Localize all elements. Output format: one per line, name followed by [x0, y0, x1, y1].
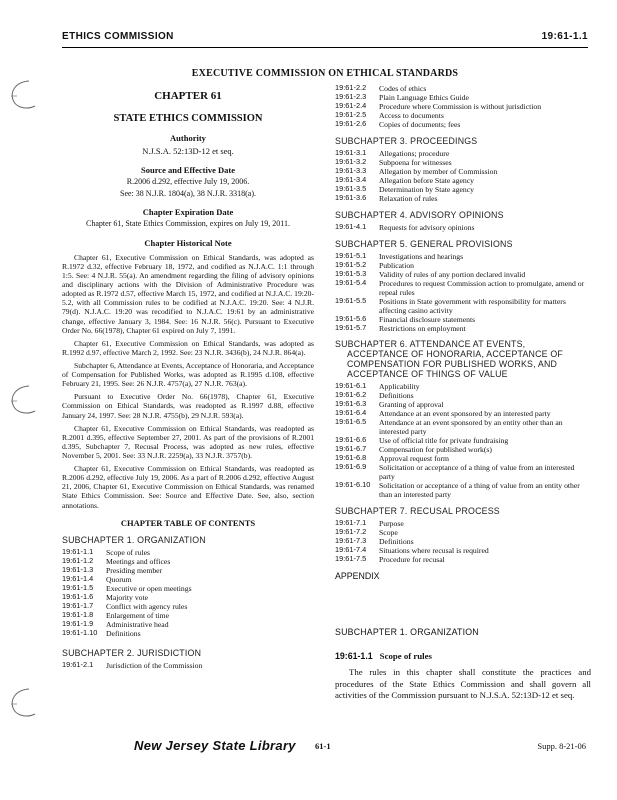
toc-row	[335, 528, 591, 537]
toc-num: 19:61-7.1	[335, 518, 367, 528]
toc-title: Definitions	[379, 537, 414, 547]
toc-num: 19:61-2.5	[335, 110, 367, 119]
toc-title: Validity of rules of any portion declared invalid	[379, 270, 526, 279]
toc-title: Allegation before State agency	[379, 176, 474, 185]
punch-hole-icon	[7, 78, 41, 112]
subchapter-6-title-line: ACCEPTANCE OF HONORARIA, ACCEPTANCE OF	[347, 349, 563, 360]
toc-title: Jurisdiction of the Commission	[106, 660, 203, 670]
rule-title: Scope of rules	[379, 651, 432, 662]
toc-title: Majority vote	[106, 592, 149, 602]
toc-num: 19:61-6.9	[335, 462, 367, 472]
toc-num: 19:61-1.9	[62, 618, 94, 628]
toc-title: Investigations and hearings	[379, 252, 464, 261]
toc-num: 19:61-3.5	[335, 184, 367, 193]
toc-title: Definitions	[379, 391, 414, 401]
toc-row	[335, 167, 591, 176]
toc-row	[335, 555, 591, 564]
punch-hole-icon	[7, 686, 41, 720]
toc-row	[335, 391, 591, 400]
rule-text: The rules in this chapter shall constitute the practices and procedures of the State Ethics Commission and shall govern all activities of the Commission pursuant to N.J.S.A. 52:13D-12 et seq.	[335, 667, 591, 700]
toc-num: 19:61-5.4	[335, 278, 367, 287]
toc-title: Attendance at an event sponsored by an entity other than an interested party	[379, 418, 563, 437]
authority-text: N.J.S.A. 52:13D-12 et seq.	[142, 146, 234, 156]
toc-title: Conflict with agency rules	[106, 601, 188, 611]
toc-title: Codes of ethics	[379, 84, 427, 93]
history-paragraph: Chapter 61, Executive Commission on Ethical Standards, was adopted as R.1972 d.32, effective February 18, 1972, and codified as N.J.A.C. 1:1 through 1:5. See: 4 N.J.R. 55(a). An amendment regarding the filing of advisory opinions and disciplinary actions with the Division of Administrative Procedure was adopted as R.1972 d.57, effective March 15, 1972, and codified at N.J.A.C. 19:20-5.2, with all Commission rules to be codified at N.J.A.C. 19:20. See: 4 N.J.R. 79(d). N.J.A.C. 19:20 was recodified to N.J.A.C. 19:61 by an administrative change, effective January 3, 1984. See: 16 N.J.R. 56(c). Pursuant to Executive Order No. 66(1978), Chapter 61 expired on July 7, 1991.	[62, 252, 314, 335]
authority-heading: Authority	[170, 133, 206, 143]
toc-title: Relaxation of rules	[379, 194, 438, 203]
toc-num: 19:61-6.10	[335, 480, 371, 490]
toc-row	[335, 120, 591, 129]
toc-title: Subpoena for witnesses	[379, 158, 452, 167]
toc-subchapter-2: SUBCHAPTER 2. JURISDICTION	[62, 647, 202, 658]
toc-num: 19:61-6.4	[335, 408, 367, 418]
expiration-text: Chapter 61, State Ethics Commission, expires on July 19, 2011.	[86, 219, 290, 229]
toc-num: 19:61-6.6	[335, 435, 367, 445]
toc-row	[335, 111, 591, 120]
toc-row	[335, 84, 591, 93]
toc-row	[62, 548, 314, 557]
toc-title: Quorum	[106, 574, 132, 584]
subchapter-6-title-line: SUBCHAPTER 6. ATTENDANCE AT EVENTS,	[335, 339, 526, 349]
toc-title: Allegations; procedure	[379, 149, 450, 158]
toc-row	[335, 149, 591, 158]
page-number: 61-1	[315, 741, 331, 751]
toc-title: Requests for advisory opinions	[379, 223, 475, 232]
toc-num: 19:61-6.7	[335, 444, 367, 454]
library-logo: New Jersey State Library	[134, 738, 296, 753]
toc-title: Copies of documents; fees	[379, 120, 461, 129]
toc-num: 19:61-6.1	[335, 381, 367, 391]
toc-num: 19:61-3.6	[335, 193, 367, 202]
toc-row	[335, 279, 591, 297]
rule-heading	[335, 651, 591, 661]
toc-row	[62, 620, 314, 629]
toc-row	[335, 436, 591, 445]
toc-num: 19:61-2.3	[335, 92, 367, 101]
toc-list-sub2-cont	[335, 84, 591, 129]
toc-title: Scope of rules	[106, 547, 150, 557]
toc-title: Enlargement of time	[106, 610, 170, 620]
toc-num: 19:61-2.4	[335, 101, 367, 110]
right-column	[335, 84, 591, 701]
toc-row	[62, 566, 314, 575]
toc-row	[335, 185, 591, 194]
toc-title: Applicability	[379, 382, 420, 392]
toc-title: Attendance at an event sponsored by an interested party	[379, 409, 551, 419]
toc-row	[62, 557, 314, 566]
toc-num: 19:61-5.1	[335, 251, 367, 260]
body-subchapter-heading: SUBCHAPTER 1. ORGANIZATION	[335, 627, 479, 638]
toc-title: Determination by State agency	[379, 185, 474, 194]
toc-row	[335, 315, 591, 324]
toc-num: 19:61-5.2	[335, 260, 367, 269]
toc-num: 19:61-1.7	[62, 600, 94, 610]
toc-title: Access to documents	[379, 111, 444, 120]
toc-row	[335, 418, 591, 436]
toc-row	[335, 102, 591, 111]
toc-num: 19:61-6.8	[335, 453, 367, 463]
toc-title: Procedures to request Commission action to promulgate, amend or repeal rules	[379, 279, 585, 297]
toc-title: Meetings and offices	[106, 556, 171, 566]
toc-num: 19:61-3.3	[335, 166, 367, 175]
toc-title: Executive or open meetings	[106, 583, 192, 593]
supplement-date: Supp. 8-21-06	[537, 741, 586, 751]
source-heading: Source and Effective Date	[140, 165, 236, 175]
toc-subchapter-1: SUBCHAPTER 1. ORGANIZATION	[62, 534, 206, 545]
toc-row	[62, 629, 314, 638]
toc-title: Definitions	[106, 628, 141, 638]
toc-num: 19:61-1.8	[62, 609, 94, 619]
toc-num: 19:61-1.1	[62, 546, 94, 556]
toc-title: Purpose	[379, 519, 404, 529]
toc-num: 19:61-1.5	[62, 582, 94, 592]
toc-title: Solicitation or acceptance of a thing of value from an entity other than an interested party	[379, 481, 580, 500]
toc-num: 19:61-7.3	[335, 536, 367, 546]
toc-title: Granting of approval	[379, 400, 444, 410]
toc-num: 19:61-5.6	[335, 314, 367, 323]
toc-row	[335, 194, 591, 203]
toc-title: Use of official title for private fundraising	[379, 436, 509, 446]
toc-num: 19:61-7.4	[335, 545, 367, 555]
toc-row	[62, 602, 314, 611]
toc-num: 19:61-6.5	[335, 417, 367, 427]
toc-num: 19:61-1.6	[62, 591, 94, 601]
toc-title: Publication	[379, 261, 415, 270]
history-paragraph: Chapter 61, Executive Commission on Ethical Standards, was readopted as R.2006 d.292, effective July 19, 2006. As a part of R.2006 d.292, effective August 21, 2006, Chapter 61, Executive Commission on Ethical Standards, was renamed State Ethics Commission. See: Source and Effective Date. See, also, section annotations.	[62, 464, 314, 510]
toc-row	[335, 176, 591, 185]
toc-row	[62, 584, 314, 593]
toc-subchapter-7: SUBCHAPTER 7. RECUSAL PROCESS	[335, 506, 500, 517]
toc-row	[335, 409, 591, 418]
toc-num: 19:61-2.2	[335, 83, 367, 92]
toc-num: 19:61-2.6	[335, 119, 367, 128]
toc-row	[335, 481, 591, 499]
toc-row	[335, 270, 591, 279]
toc-title: Allegation by member of Commission	[379, 167, 498, 176]
running-header	[62, 29, 588, 48]
toc-row	[335, 297, 591, 315]
toc-num: 19:61-3.1	[335, 148, 367, 157]
toc-row	[335, 463, 591, 481]
toc-num: 19:61-5.5	[335, 296, 367, 305]
header-left: ETHICS COMMISSION	[62, 31, 174, 42]
subchapter-6-title-line: ACCEPTANCE OF THINGS OF VALUE	[347, 369, 508, 380]
toc-heading: CHAPTER TABLE OF CONTENTS	[120, 517, 256, 528]
header-right: 19:61-1.1	[541, 31, 588, 42]
toc-title: Scope	[379, 528, 398, 538]
toc-row	[335, 537, 591, 546]
toc-row	[335, 261, 591, 270]
punch-hole-icon	[7, 383, 41, 417]
toc-row	[335, 445, 591, 454]
subchapter-6-title-line: COMPENSATION FOR PUBLISHED WORKS, AND	[347, 359, 558, 370]
toc-title: Presiding member	[106, 565, 163, 575]
history-paragraph: Chapter 61, Executive Commission on Ethical Standards, was readopted as R.2001 d.395, effective September 27, 2001. As part of the provisions of R.2001 d.395, Subchapter 7, Recusal Process, was adopted as new rules, effective November 5, 2001. See: 33 N.J.R. 2259(a), 33 N.J.R. 3757(b).	[62, 423, 314, 460]
toc-num: 19:61-6.2	[335, 390, 367, 400]
toc-num: 19:61-1.10	[62, 627, 98, 637]
chapter-name: STATE ETHICS COMMISSION	[113, 113, 263, 124]
source-line-1: R.2006 d.292, effective July 19, 2006.	[126, 177, 250, 186]
toc-row	[335, 400, 591, 409]
toc-row	[335, 158, 591, 167]
toc-num: 19:61-1.2	[62, 555, 94, 565]
chapter-label: CHAPTER 61	[154, 90, 222, 102]
history-paragraph: Chapter 61, Executive Commission on Ethical Standards, was adopted as R.1992 d.97, effective March 2, 1992. See: 23 N.J.R. 3436(b), 24 N.J.R. 864(a).	[62, 338, 314, 357]
toc-num: 19:61-6.3	[335, 399, 367, 409]
expiration-heading: Chapter Expiration Date	[142, 207, 234, 218]
toc-subchapter-6	[335, 339, 591, 379]
toc-row	[335, 382, 591, 391]
source-line-2: See: 38 N.J.R. 1804(a), 38 N.J.R. 3318(a).	[120, 188, 256, 198]
toc-num: 19:61-5.7	[335, 323, 367, 332]
commission-title: EXECUTIVE COMMISSION ON ETHICAL STANDARDS	[191, 68, 459, 79]
toc-title: Financial disclosure statements	[379, 315, 476, 324]
toc-num: 19:61-2.1	[62, 659, 94, 669]
toc-subchapter-4: SUBCHAPTER 4. ADVISORY OPINIONS	[335, 210, 504, 220]
toc-title: Plain Language Ethics Guide	[379, 93, 469, 102]
toc-title: Restrictions on employment	[379, 324, 466, 333]
toc-row	[62, 593, 314, 602]
toc-row	[335, 223, 591, 232]
toc-row	[62, 611, 314, 620]
toc-num: 19:61-4.1	[335, 222, 367, 231]
toc-num: 19:61-7.5	[335, 554, 367, 564]
toc-row	[335, 324, 591, 333]
toc-row	[62, 661, 314, 670]
toc-title: Compensation for published work(s)	[379, 445, 492, 455]
toc-row	[335, 546, 591, 555]
toc-title: Administrative head	[106, 619, 169, 629]
toc-subchapter-5: SUBCHAPTER 5. GENERAL PROVISIONS	[335, 239, 513, 249]
toc-title: Approval request form	[379, 454, 450, 464]
toc-num: 19:61-3.4	[335, 175, 367, 184]
toc-num: 19:61-7.2	[335, 527, 367, 537]
toc-title: Situations where recusal is required	[379, 546, 489, 556]
toc-title: Positions in State government with responsibility for matters affecting casino activity	[379, 297, 566, 315]
history-paragraph: Pursuant to Executive Order No. 66(1978), Chapter 61, Executive Commission on Ethical Standards, was readopted as R.1997 d.88, effective January 24, 1997. See: 28 N.J.R. 4755(b), 29 N.J.R. 593(a).	[62, 392, 314, 420]
toc-row	[335, 252, 591, 261]
history-paragraph: Subchapter 6, Attendance at Events, Acceptance of Honoraria, and Acceptance of Compensation for Published Works, was adopted as R.1995 d.108, effective February 21, 1995. See: 26 N.J.R. 4757(a), 27 N.J.R. 763(a).	[62, 360, 314, 389]
toc-row	[62, 575, 314, 584]
left-column	[62, 86, 314, 670]
rule-number: 19:61-1.1	[335, 651, 373, 662]
toc-title: Procedure for recusal	[379, 555, 445, 565]
toc-num: 19:61-3.2	[335, 157, 367, 166]
toc-row	[335, 93, 591, 102]
toc-title: Solicitation or acceptance of a thing of value from an interested party	[379, 463, 575, 482]
toc-num: 19:61-5.3	[335, 269, 367, 278]
toc-title: Procedure where Commission is without jurisdiction	[379, 102, 542, 111]
toc-num: 19:61-1.4	[62, 573, 94, 583]
toc-num: 19:61-1.3	[62, 564, 94, 574]
toc-row	[335, 519, 591, 528]
toc-row	[335, 454, 591, 463]
history-heading: Chapter Historical Note	[144, 237, 232, 248]
appendix-label: APPENDIX	[335, 571, 380, 582]
toc-list-sub1	[62, 548, 314, 638]
toc-subchapter-3: SUBCHAPTER 3. PROCEEDINGS	[335, 136, 478, 146]
